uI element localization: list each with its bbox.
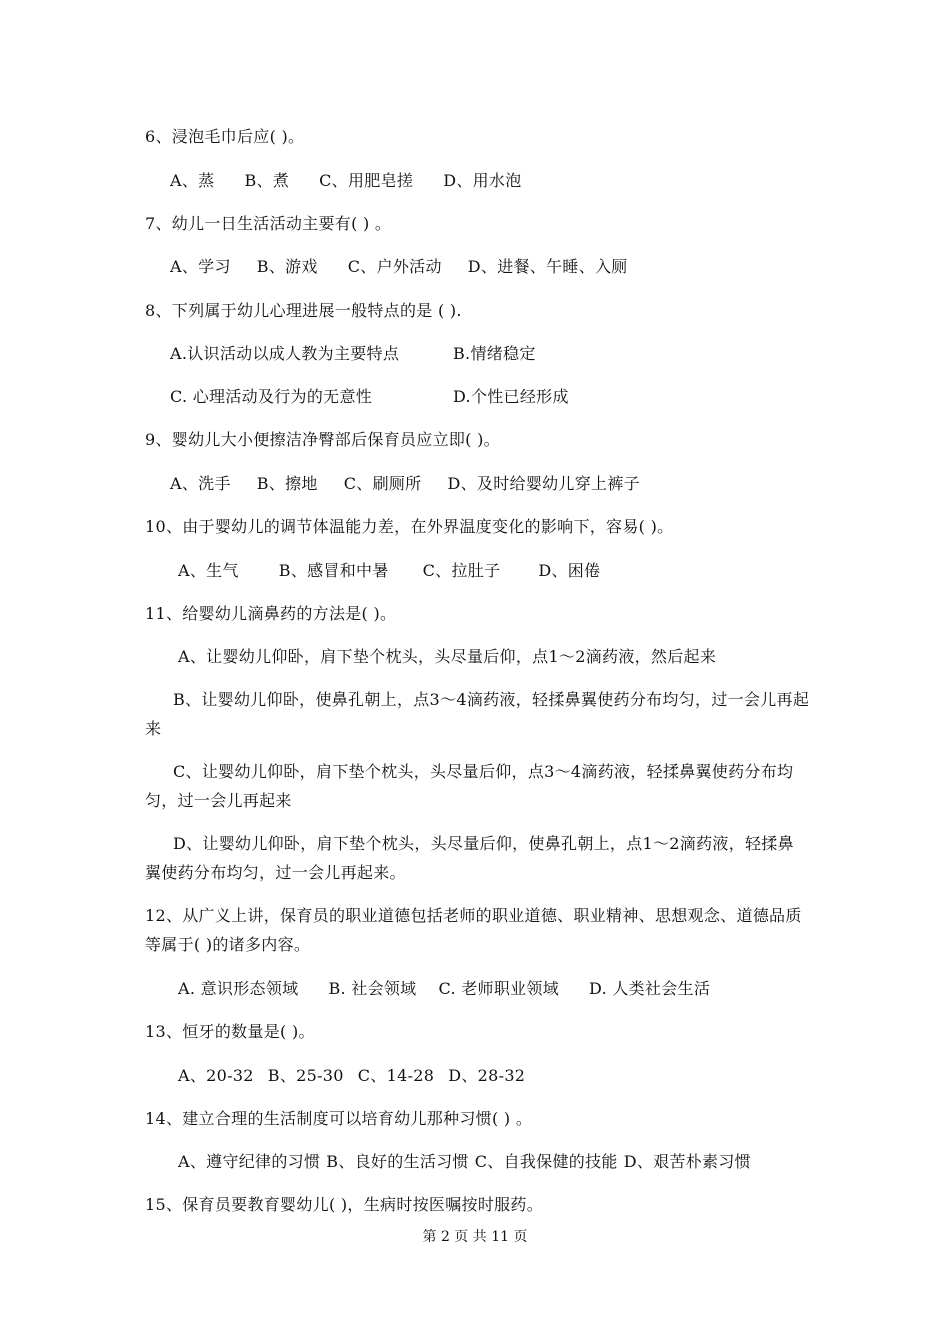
option-d: D、用水泡 (443, 171, 522, 190)
option-a: A、生气 (178, 561, 239, 580)
option-a: A. 意识形态领域 (178, 979, 299, 998)
question-13-options (178, 1066, 525, 1086)
question-11-option-c (145, 757, 810, 815)
option-a: A、学习 (170, 257, 231, 276)
option-c: C、自我保健的技能 (474, 1152, 618, 1171)
option-b: B、良好的生活习惯 (326, 1152, 469, 1171)
question-14-options (178, 1152, 751, 1172)
option-a: A、20-32 (178, 1066, 254, 1085)
option-d-text: D、让婴幼儿仰卧，肩下垫个枕头，头尽量后仰，使鼻孔朝上，点1～2滴药液，轻揉鼻翼使药分布均匀，过一会儿再起来。 (145, 834, 794, 882)
option-a: A、洗手 (170, 474, 231, 493)
question-11-option-a: A、让婴幼儿仰卧，肩下垫个枕头，头尽量后仰，点1～2滴药液，然后起来 (178, 647, 717, 666)
question-8-stem: 8、下列属于幼儿心理进展一般特点的是 ( ). (145, 301, 462, 320)
option-c: C、刷厕所 (343, 474, 422, 493)
option-d: D、28-32 (448, 1066, 526, 1085)
question-11-stem: 11、给婴幼儿滴鼻药的方法是( )。 (145, 604, 397, 623)
option-b: B、游戏 (256, 257, 318, 276)
question-8-option-c: C. 心理活动及行为的无意性 (170, 387, 373, 406)
question-8-option-a: A.认识活动以成人教为主要特点 (170, 344, 400, 363)
question-7-options (170, 257, 628, 277)
question-15-stem: 15、保育员要教育婴幼儿( )，生病时按医嘱按时服药。 (145, 1195, 544, 1214)
question-7-stem: 7、幼儿一日生活活动主要有( ) 。 (145, 214, 392, 233)
question-11-option-d (145, 829, 810, 887)
option-c: C、户外活动 (347, 257, 442, 276)
option-b: B、煮 (244, 171, 290, 190)
option-d: D、及时给婴幼儿穿上裤子 (447, 474, 640, 493)
question-12-options (178, 979, 710, 999)
question-9-options (170, 474, 640, 494)
option-c: C、14-28 (357, 1066, 435, 1085)
question-9-stem: 9、婴幼儿大小便擦洁净臀部后保育员应立即( )。 (145, 430, 500, 449)
option-d: D. 人类社会生活 (589, 979, 711, 998)
option-b: B、擦地 (256, 474, 318, 493)
option-c: C. 老师职业领域 (438, 979, 560, 998)
question-10-options (178, 561, 600, 581)
option-a: A、蒸 (170, 171, 215, 190)
question-8-option-b: B.情绪稳定 (453, 344, 536, 363)
question-6-stem: 6、浸泡毛巾后应( )。 (145, 127, 305, 146)
option-b-text: B、让婴幼儿仰卧，使鼻孔朝上，点3～4滴药液，轻揉鼻翼使药分布均匀，过一会儿再起来 (145, 690, 810, 738)
option-a: A、遵守纪律的习惯 (178, 1152, 321, 1171)
option-c-text: C、让婴幼儿仰卧，肩下垫个枕头，头尽量后仰，点3～4滴药液，轻揉鼻翼使药分布均匀，过一会儿再起来 (145, 762, 794, 810)
question-8-option-d: D.个性已经形成 (453, 387, 569, 406)
question-10-stem: 10、由于婴幼儿的调节体温能力差，在外界温度变化的影响下，容易( )。 (145, 517, 674, 536)
option-b: B、感冒和中暑 (278, 561, 389, 580)
option-d: D、艰苦朴素习惯 (623, 1152, 751, 1171)
option-b: B. 社会领域 (328, 979, 417, 998)
option-b: B、25-30 (267, 1066, 344, 1085)
option-d: D、进餐、午睡、入厕 (467, 257, 628, 276)
question-13-stem: 13、恒牙的数量是( )。 (145, 1022, 315, 1041)
question-6-options (170, 171, 522, 191)
option-c: C、用肥皂搓 (319, 171, 414, 190)
option-c: C、拉肚子 (422, 561, 501, 580)
question-12-stem: 12、从广义上讲，保育员的职业道德包括老师的职业道德、职业精神、思想观念、道德品质等属于( )的诸多内容。 (145, 906, 802, 954)
option-d: D、困倦 (538, 561, 601, 580)
question-11-option-b (145, 685, 810, 743)
page-number-footer: 第 2 页 共 11 页 (422, 1229, 528, 1245)
question-14-stem: 14、建立合理的生活制度可以培育幼儿那种习惯( ) 。 (145, 1109, 533, 1128)
